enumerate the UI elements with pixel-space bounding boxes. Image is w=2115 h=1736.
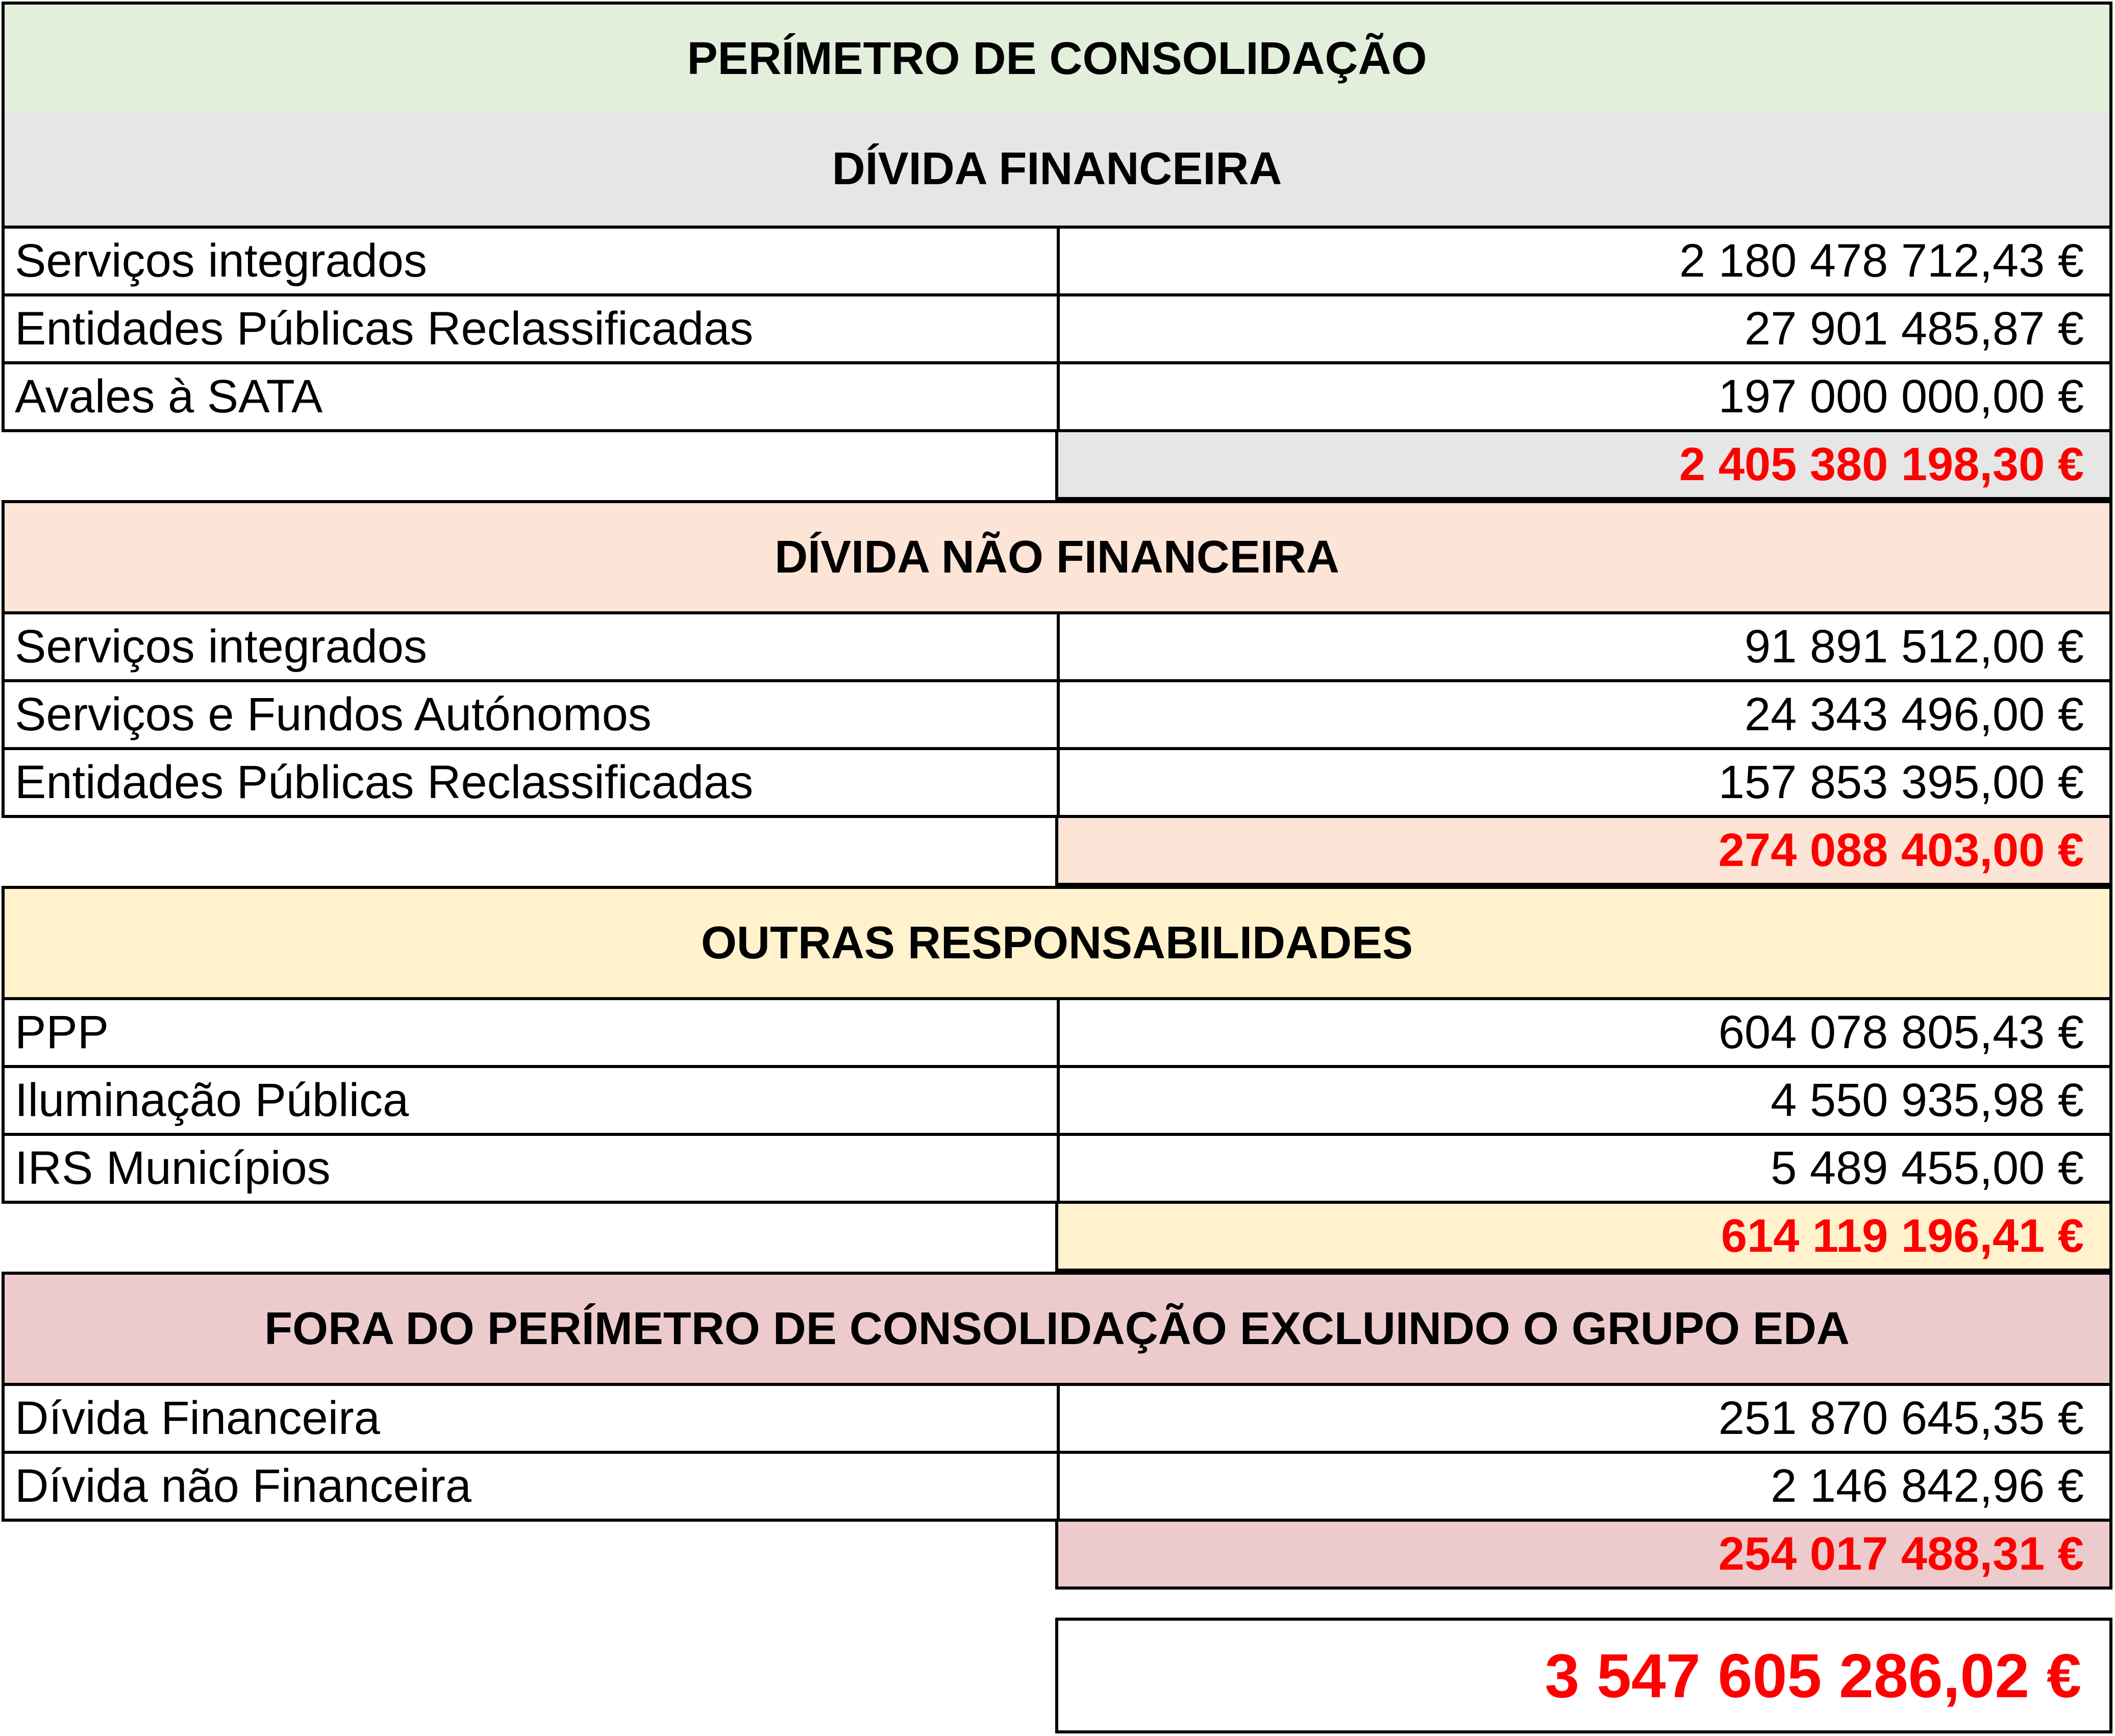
section-header-divida-financeira: DÍVIDA FINANCEIRA — [2, 113, 2112, 229]
row-value: 27 901 485,87 € — [1744, 303, 2084, 355]
row-value: 604 078 805,43 € — [1718, 1006, 2084, 1058]
row-label: Serviços e Fundos Autónomos — [5, 682, 1060, 747]
row-label: Entidades Públicas Reclassificadas — [5, 750, 1060, 815]
row-value: 5 489 455,00 € — [1771, 1142, 2084, 1194]
table-row — [2, 364, 2112, 432]
row-value: 24 343 496,00 € — [1744, 688, 2084, 740]
section-header-outras-responsabilidades: OUTRAS RESPONSABILIDADES — [2, 886, 2112, 1000]
row-label: IRS Municípios — [5, 1136, 1060, 1201]
table-row — [2, 1068, 2112, 1136]
row-value: 157 853 395,00 € — [1718, 756, 2084, 808]
table-row — [2, 296, 2112, 364]
section-header-fora-do-perimetro: FORA DO PERÍMETRO DE CONSOLIDAÇÃO EXCLUINDO O GRUPO EDA — [2, 1272, 2112, 1386]
section-header-divida-nao-financeira: DÍVIDA NÃO FINANCEIRA — [2, 500, 2112, 614]
table-title: PERÍMETRO DE CONSOLIDAÇÃO — [2, 2, 2112, 116]
subtotal-divida-financeira: 2 405 380 198,30 € — [1055, 432, 2112, 500]
row-value: 91 891 512,00 € — [1744, 621, 2084, 673]
row-value: 197 000 000,00 € — [1718, 370, 2084, 423]
table-row — [2, 229, 2112, 296]
table-row — [2, 1136, 2112, 1204]
row-label: Dívida não Financeira — [5, 1454, 1060, 1519]
row-label: Entidades Públicas Reclassificadas — [5, 296, 1060, 361]
row-value: 4 550 935,98 € — [1771, 1074, 2084, 1126]
row-label: Serviços integrados — [5, 229, 1060, 293]
subtotal-divida-nao-financeira: 274 088 403,00 € — [1055, 818, 2112, 886]
table-row — [2, 682, 2112, 750]
row-label: PPP — [5, 1000, 1060, 1065]
subtotal-fora-do-perimetro: 254 017 488,31 € — [1055, 1522, 2112, 1590]
row-label: Avales à SATA — [5, 364, 1060, 429]
subtotal-outras-responsabilidades: 614 119 196,41 € — [1055, 1204, 2112, 1272]
table-row — [2, 1386, 2112, 1454]
grand-total: 3 547 605 286,02 € — [1055, 1618, 2112, 1733]
table-row — [2, 614, 2112, 682]
row-label: Dívida Financeira — [5, 1386, 1060, 1451]
table-row — [2, 1000, 2112, 1068]
row-label: Iluminação Pública — [5, 1068, 1060, 1133]
row-value: 2 180 478 712,43 € — [1679, 235, 2084, 287]
table-row — [2, 1454, 2112, 1522]
row-label: Serviços integrados — [5, 614, 1060, 679]
row-value: 251 870 645,35 € — [1718, 1392, 2084, 1444]
row-value: 2 146 842,96 € — [1771, 1460, 2084, 1512]
table-row — [2, 750, 2112, 818]
